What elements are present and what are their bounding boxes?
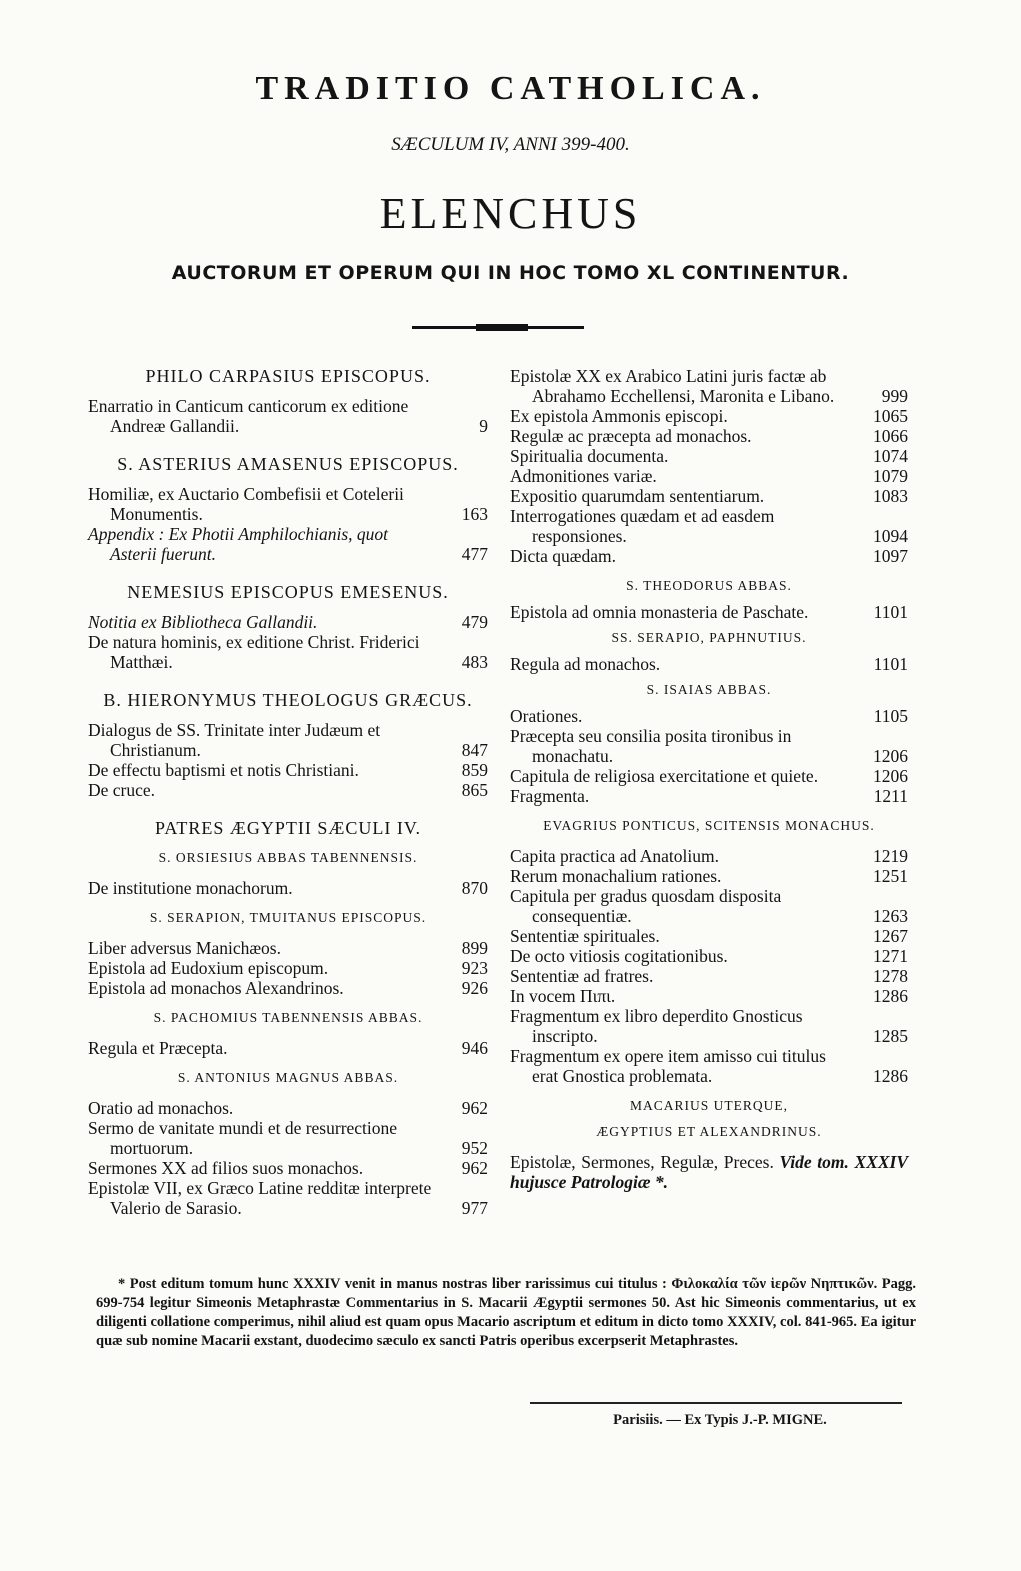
entry-row <box>88 958 488 978</box>
imprint-rule <box>530 1402 902 1404</box>
entry-list <box>510 846 908 1086</box>
entry-row <box>510 846 908 866</box>
entry-row <box>88 760 488 780</box>
contents-heading: AUCTORUM ET OPERUM QUI IN HOC TOMO XL CONTINENTUR. <box>171 262 850 284</box>
entry-page: 1097 <box>873 546 908 566</box>
section-heading: S. ASTERIUS AMASENUS EPISCOPUS. <box>117 454 459 474</box>
section-heading: S. ISAIAS ABBAS. <box>646 682 772 697</box>
entry-title: Fragmenta. <box>510 786 590 806</box>
entry-title: Appendix : Ex Photii Amphilochianis, quot Asterii fuerunt. <box>88 524 389 564</box>
entry-page: 899 <box>461 938 488 958</box>
entry-title: Admonitiones variæ. <box>510 466 657 486</box>
entry-page: 1074 <box>873 446 908 466</box>
entry-title: Sermo de vanitate mundi et de resurrectione mortuorum. <box>88 1118 398 1158</box>
entry-page: 946 <box>461 1038 488 1058</box>
entry-title: De cruce. <box>88 780 156 800</box>
entry-row <box>510 946 908 966</box>
entry-page: 1101 <box>873 602 908 622</box>
entry-page: 847 <box>461 740 488 760</box>
entry-title: Epistola ad Eudoxium episcopum. <box>88 958 329 978</box>
ornamental-rule <box>412 326 584 329</box>
section-heading: EVAGRIUS PONTICUS, SCITENSIS MONACHUS. <box>543 818 875 833</box>
entry-row <box>510 1046 908 1086</box>
entry-row <box>510 986 908 1006</box>
section-heading: MACARIUS UTERQUE, <box>629 1098 788 1113</box>
entry-page: 1267 <box>873 926 908 946</box>
entry-title: Expositio quarumdam sententiarum. <box>510 486 765 506</box>
entry-row <box>88 484 488 524</box>
entry-row <box>88 780 488 800</box>
entry-page: 1286 <box>873 986 908 1006</box>
entry-row <box>88 878 488 898</box>
entry-title: De institutione monachorum. <box>88 878 293 898</box>
entry-page: 865 <box>461 780 488 800</box>
entry-title: Epistolæ VII, ex Græco Latine redditæ interprete Valerio de Sarasio. <box>88 1178 432 1218</box>
entry-row <box>88 612 488 632</box>
entry-list <box>88 878 488 898</box>
section-heading: B. HIERONYMUS THEOLOGUS GRÆCUS. <box>103 690 473 710</box>
entry-title: Epistolæ XX ex Arabico Latini juris factæ ab Abrahamo Ecchellensi, Maronita e Libano. <box>510 366 835 406</box>
entry-row <box>510 406 908 426</box>
entry-row <box>510 966 908 986</box>
entry-row <box>510 726 908 766</box>
entry-row <box>510 766 908 786</box>
entry-page: 926 <box>461 978 488 998</box>
entry-page: 962 <box>461 1158 488 1178</box>
entry-title: Capita practica ad Anatolium. <box>510 846 719 866</box>
section-heading: PHILO CARPASIUS EPISCOPUS. <box>145 366 431 386</box>
entry-page: 859 <box>461 760 488 780</box>
entry-row <box>88 1098 488 1118</box>
entry-row <box>88 720 488 760</box>
entry-row <box>88 978 488 998</box>
entry-row <box>88 1158 488 1178</box>
elenchus-heading: ELENCHUS <box>379 189 642 238</box>
entry-title: De effectu baptismi et notis Christiani. <box>88 760 359 780</box>
entry-list <box>510 706 908 806</box>
entry-title: Dialogus de SS. Trinitate inter Judæum et Christianum. <box>88 720 381 760</box>
entry-page: 479 <box>461 612 488 632</box>
entry-row <box>510 486 908 506</box>
page-subtitle: SÆCULUM IV, ANNI 399-400. <box>391 134 630 155</box>
entry-title: Homiliæ, ex Auctario Combefisii et Cotelerii Monumentis. <box>88 484 404 524</box>
entry-page: 1286 <box>873 1066 908 1086</box>
entry-list <box>88 612 488 672</box>
section-heading: S. ANTONIUS MAGNUS ABBAS. <box>177 1070 399 1085</box>
entry-list <box>88 938 488 998</box>
entry-list <box>510 366 908 566</box>
macarius-note: Vide tom. XXXIV hujusce Patrologiæ *. <box>510 1152 909 1192</box>
entry-row <box>510 866 908 886</box>
entry-page: 962 <box>461 1098 488 1118</box>
entry-row <box>510 1006 908 1046</box>
entry-title: Epistola ad omnia monasteria de Paschate. <box>510 602 809 622</box>
entry-title: Enarratio in Canticum canticorum ex editione Andreæ Gallandii. <box>88 396 409 436</box>
entry-row <box>510 546 908 566</box>
entry-page: 999 <box>881 386 908 406</box>
entry-title: Spiritualia documenta. <box>510 446 669 466</box>
entry-title: Dicta quædam. <box>510 546 616 566</box>
left-column <box>88 366 488 1218</box>
entry-title: In vocem Πιπι. <box>510 986 616 1006</box>
entry-list <box>88 484 488 564</box>
entry-row <box>510 926 908 946</box>
section-heading: PATRES ÆGYPTII SÆCULI IV. <box>154 818 422 838</box>
entry-list <box>510 654 908 674</box>
entry-page: 9 <box>479 416 488 436</box>
imprint: Parisiis. — Ex Typis J.-P. MIGNE. <box>613 1412 827 1428</box>
entry-list <box>88 1038 488 1058</box>
entry-row <box>510 506 908 546</box>
entry-row <box>510 886 908 926</box>
entry-page: 923 <box>461 958 488 978</box>
section-heading: ÆGYPTIUS ET ALEXANDRINUS. <box>596 1124 822 1139</box>
entry-row <box>510 446 908 466</box>
entry-row <box>88 938 488 958</box>
section-heading: SS. SERAPIO, PAPHNUTIUS. <box>611 630 807 645</box>
entry-title: Fragmentum ex opere item amisso cui titulus erat Gnostica problemata. <box>510 1046 826 1086</box>
entry-page: 1251 <box>873 866 908 886</box>
entry-title: Præcepta seu consilia posita tironibus in monachatu. <box>510 726 792 766</box>
entry-page: 1278 <box>873 966 908 986</box>
entry-row <box>88 396 488 436</box>
entry-row <box>88 632 488 672</box>
entry-page: 1083 <box>873 486 908 506</box>
footnote: * Post editum tomum hunc XXXIV venit in manus nostras liber rarissimus cui titulus : Φιλοκαλία τῶν ἱερῶν Νηπτικῶν. Pagg. 699-754 legitur Simeonis Metaphrastæ Commentarius in S. Macarii Ægyptii sermones 50. Ast hic Simeonis commentarius, ut ex diligenti collatione comperimus, nihil aliud est quam opus Macario ascriptum et editum in dicto tomo XXXIV, col. 841-965. Ea igitur quæ sub nomine Macarii exstant, duodecimo sæculo ex sancti Patris operibus excerpserit Metaphrastes. <box>96 1276 916 1349</box>
entry-page: 1285 <box>873 1026 908 1046</box>
entry-title: Notitia ex Bibliotheca Gallandii. <box>88 612 318 632</box>
entry-row <box>510 654 908 674</box>
entry-row <box>510 466 908 486</box>
entry-page: 1079 <box>873 466 908 486</box>
section-heading: S. SERAPION, TMUITANUS EPISCOPUS. <box>149 910 427 925</box>
entry-title: Rerum monachalium rationes. <box>510 866 722 886</box>
entry-title: Sententiæ spirituales. <box>510 926 660 946</box>
entry-title: Sententiæ ad fratres. <box>510 966 654 986</box>
entry-page: 477 <box>461 544 488 564</box>
right-column <box>510 366 908 1192</box>
entry-title: De octo vitiosis cogitationibus. <box>510 946 728 966</box>
entry-row <box>510 786 908 806</box>
section-heading: S. PACHOMIUS TABENNENSIS ABBAS. <box>153 1010 423 1025</box>
entry-page: 1065 <box>873 406 908 426</box>
entry-row <box>88 1118 488 1158</box>
entry-title: Interrogationes quædam et ad easdem responsiones. <box>510 506 775 546</box>
entry-title: Regula et Præcepta. <box>88 1038 228 1058</box>
entry-page: 977 <box>461 1198 488 1218</box>
entry-title: Capitula de religiosa exercitatione et quiete. <box>510 766 819 786</box>
entry-page: 1211 <box>873 786 908 806</box>
entry-page: 483 <box>461 652 488 672</box>
entry-page: 1219 <box>873 846 908 866</box>
entry-title: Ex epistola Ammonis episcopi. <box>510 406 728 426</box>
entry-title: Orationes. <box>510 706 583 726</box>
entry-row <box>510 426 908 446</box>
entry-row <box>88 524 488 564</box>
entry-row <box>510 366 908 406</box>
section-heading: S. ORSIESIUS ABBAS TABENNENSIS. <box>158 850 418 865</box>
entry-page: 1206 <box>873 746 908 766</box>
entry-title: Fragmentum ex libro deperdito Gnosticus inscripto. <box>510 1006 803 1046</box>
entry-title: Sermones XX ad filios suos monachos. <box>88 1158 364 1178</box>
entry-title: Liber adversus Manichæos. <box>88 938 281 958</box>
macarius-works: Epistolæ, Sermones, Regulæ, Preces. <box>510 1152 774 1172</box>
entry-page: 952 <box>461 1138 488 1158</box>
entry-list <box>88 1098 488 1218</box>
entry-page: 1263 <box>873 906 908 926</box>
entry-page: 1066 <box>873 426 908 446</box>
entry-row <box>88 1178 488 1218</box>
page-title: TRADITIO CATHOLICA. <box>255 70 766 107</box>
entry-row <box>88 1038 488 1058</box>
entry-title: Regulæ ac præcepta ad monachos. <box>510 426 752 446</box>
entry-title: Oratio ad monachos. <box>88 1098 234 1118</box>
entry-page: 1094 <box>873 526 908 546</box>
entry-list <box>88 720 488 800</box>
entry-page: 1105 <box>873 706 908 726</box>
entry-page: 1271 <box>873 946 908 966</box>
entry-title: De natura hominis, ex editione Christ. Friderici Matthæi. <box>88 632 420 672</box>
section-heading: NEMESIUS EPISCOPUS EMESENUS. <box>127 582 449 602</box>
entry-row <box>510 602 908 622</box>
entry-list <box>88 396 488 436</box>
entry-list <box>510 602 908 622</box>
entry-title: Regula ad monachos. <box>510 654 661 674</box>
entry-title: Epistola ad monachos Alexandrinos. <box>88 978 344 998</box>
entry-row <box>510 706 908 726</box>
macarius-entry <box>510 1152 908 1192</box>
entry-page: 1206 <box>873 766 908 786</box>
entry-title: Capitula per gradus quosdam disposita consequentiæ. <box>510 886 782 926</box>
entry-page: 163 <box>461 504 488 524</box>
entry-page: 1101 <box>873 654 908 674</box>
entry-page: 870 <box>461 878 488 898</box>
section-heading: S. THEODORUS ABBAS. <box>626 578 792 593</box>
